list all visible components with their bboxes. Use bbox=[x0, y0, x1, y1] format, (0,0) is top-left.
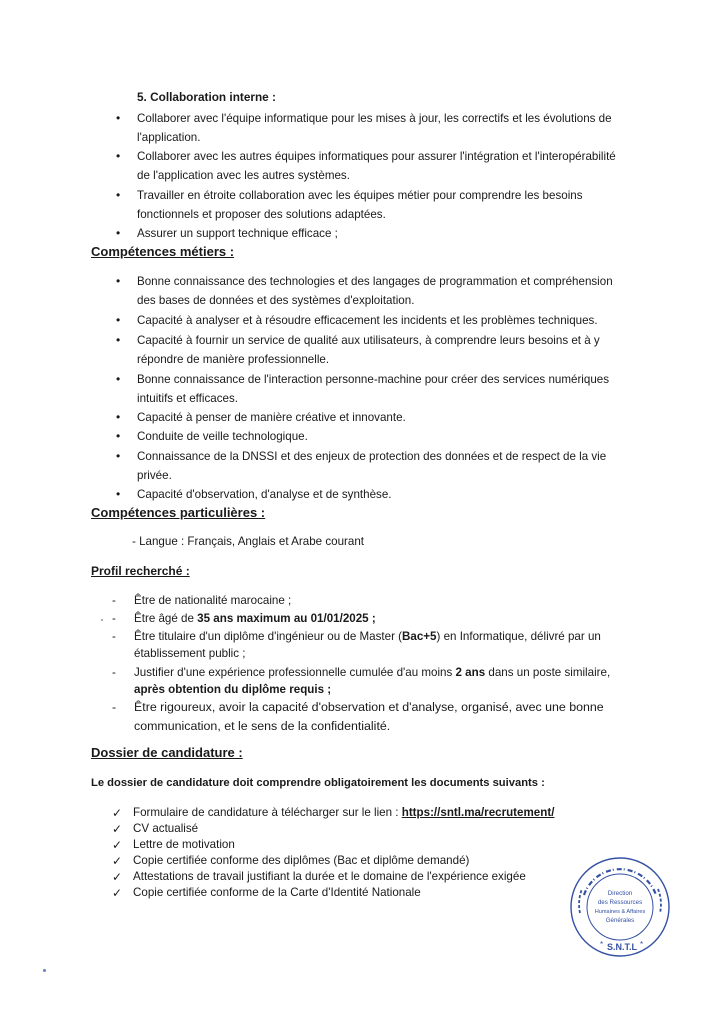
list-item bbox=[112, 821, 199, 837]
bullet-icon: • bbox=[116, 111, 121, 125]
bullet-icon: • bbox=[116, 149, 121, 163]
list-item bbox=[116, 224, 667, 243]
list-item bbox=[116, 427, 667, 446]
list-item bbox=[112, 853, 553, 869]
list-item-text: Connaissance de la DNSSI et des enjeux de protection des données et de respect de la vie bbox=[137, 450, 607, 463]
list-item bbox=[116, 311, 667, 330]
list-item bbox=[116, 370, 667, 408]
list-item-text: Lettre de motivation bbox=[133, 838, 235, 851]
dash-marker: - bbox=[112, 630, 116, 643]
stamp-inner-ring bbox=[587, 874, 653, 940]
list-item-text: privée. bbox=[137, 469, 172, 482]
age-limit: 35 ans maximum au 01/01/2025 ; bbox=[197, 612, 376, 625]
list-item bbox=[116, 408, 667, 427]
dossier-intro: Le dossier de candidature doit comprendre obligatoirement les documents suivants : bbox=[91, 777, 545, 789]
bullet-icon: • bbox=[116, 333, 121, 347]
bullet-icon: • bbox=[116, 449, 121, 463]
list-item-text: après obtention du diplôme requis ; bbox=[134, 683, 332, 696]
particulieres-heading: Compétences particulières : bbox=[91, 505, 266, 520]
list-item bbox=[112, 592, 664, 609]
list-item-text: intuitifs et efficaces. bbox=[137, 392, 238, 405]
checkmark-icon: ✓ bbox=[112, 886, 123, 900]
list-item-text: Copie certifiée conforme de la Carte d'Identité Nationale bbox=[133, 886, 421, 899]
checkmark-icon: ✓ bbox=[112, 838, 123, 852]
bullet-icon: • bbox=[116, 274, 121, 288]
stamp-line: Générales bbox=[605, 917, 635, 924]
stamp-star-icon: * bbox=[600, 940, 604, 949]
list-item bbox=[112, 869, 563, 885]
list-item bbox=[116, 331, 667, 369]
list-item-text: dans un poste similaire, bbox=[485, 666, 611, 679]
list-item bbox=[116, 147, 667, 185]
dash-marker: - bbox=[112, 612, 116, 625]
list-item bbox=[116, 272, 667, 310]
list-item bbox=[112, 664, 664, 698]
stamp-arabic-arc-left bbox=[579, 889, 582, 913]
stamp-arabic-arc-right bbox=[658, 889, 661, 913]
list-item-text: Bonne connaissance des technologies et des langages de programmation et compréhension bbox=[137, 275, 613, 288]
list-item-text: communication, et le sens de la confidentialité. bbox=[134, 719, 391, 733]
list-item-text: Capacité à penser de manière créative et innovante. bbox=[137, 411, 406, 424]
list-item bbox=[112, 837, 235, 853]
scan-speck bbox=[43, 969, 46, 972]
stamp-line: des Ressources bbox=[597, 899, 643, 906]
dossier-heading: Dossier de candidature : bbox=[91, 745, 243, 760]
list-item-text: Être rigoureux, avoir la capacité d'observation et d'analyse, organisé, avec une bonne bbox=[134, 700, 604, 714]
list-item-text: Assurer un support technique efficace ; bbox=[137, 227, 338, 240]
list-item-text: ) en Informatique, délivré par un bbox=[436, 630, 601, 643]
bullet-icon: • bbox=[116, 410, 121, 424]
list-item-text: Capacité à fournir un service de qualité aux utilisateurs, à comprendre leurs besoins et à y bbox=[137, 334, 600, 347]
list-item-text: de l'application avec les autres systèmes. bbox=[137, 169, 350, 182]
profil-heading: Profil recherché : bbox=[91, 564, 190, 578]
metiers-heading: Compétences métiers : bbox=[91, 244, 235, 259]
official-stamp bbox=[568, 855, 672, 959]
list-item-text: Collaborer avec l'équipe informatique pour les mises à jour, les correctifs et les évolutions de bbox=[137, 112, 612, 125]
bullet-icon: • bbox=[116, 429, 121, 443]
list-item-text: Capacité à analyser et à résoudre efficacement les incidents et les problèmes techniques. bbox=[137, 314, 598, 327]
stamp-line: Humaines & Affaires bbox=[594, 909, 646, 915]
list-item-text: Conduite de veille technologique. bbox=[137, 430, 308, 443]
list-item bbox=[112, 610, 664, 627]
bullet-icon: • bbox=[116, 487, 121, 501]
list-item bbox=[116, 447, 667, 485]
stamp-acronym: S.N.T.L bbox=[606, 942, 638, 952]
degree-level: Bac+5 bbox=[402, 630, 437, 643]
list-item-text: Capacité d'observation, d'analyse et de synthèse. bbox=[137, 488, 392, 501]
checkmark-icon: ✓ bbox=[112, 854, 123, 868]
bullet-icon: • bbox=[116, 313, 121, 327]
list-item bbox=[112, 805, 603, 821]
list-item-text: Travailler en étroite collaboration avec les équipes métier pour comprendre les besoins bbox=[137, 189, 583, 202]
bullet-icon: • bbox=[116, 372, 121, 386]
list-item-text: l'application. bbox=[137, 131, 201, 144]
language-line: - Langue : Français, Anglais et Arabe courant bbox=[132, 535, 365, 548]
list-item-text: Être de nationalité marocaine ; bbox=[134, 594, 292, 607]
list-item-text: fonctionnels et proposer des solutions adaptées. bbox=[137, 208, 386, 221]
list-item bbox=[112, 628, 664, 662]
list-item bbox=[116, 485, 667, 504]
stamp-star-icon: * bbox=[640, 940, 644, 949]
list-item-text: Justifier d'une expérience professionnelle cumulée d'au moins bbox=[134, 666, 456, 679]
list-item-text: Collaborer avec les autres équipes informatiques pour assurer l'intégration et l'interopérabilité bbox=[137, 150, 616, 163]
bullet-icon: • bbox=[116, 188, 121, 202]
checkmark-icon: ✓ bbox=[112, 806, 123, 820]
list-item-text: Être âgé de bbox=[134, 612, 198, 625]
collab-heading: 5. Collaboration interne : bbox=[137, 90, 276, 104]
list-item-text: Être titulaire d'un diplôme d'ingénieur ou de Master ( bbox=[134, 630, 403, 643]
dash-marker: - bbox=[112, 594, 116, 607]
list-item-text: Formulaire de candidature à télécharger sur le lien : bbox=[133, 806, 402, 819]
list-item-text: Copie certifiée conforme des diplômes (Bac et diplôme demandé) bbox=[133, 854, 470, 867]
list-item bbox=[116, 186, 667, 224]
list-item-text: CV actualisé bbox=[133, 822, 199, 835]
list-item-text: Attestations de travail justifiant la durée et le domaine de l'expérience exigée bbox=[133, 870, 526, 883]
list-item bbox=[112, 885, 553, 901]
dash-marker: - bbox=[112, 666, 116, 679]
list-item bbox=[112, 698, 664, 736]
checkmark-icon: ✓ bbox=[112, 870, 123, 884]
bullet-icon: • bbox=[116, 226, 121, 240]
list-item-text: des bases de données et des systèmes d'exploitation. bbox=[137, 294, 415, 307]
checkmark-icon: ✓ bbox=[112, 822, 123, 836]
dash-marker: - bbox=[112, 700, 117, 714]
experience-years: 2 ans bbox=[455, 666, 486, 679]
list-item bbox=[116, 109, 667, 147]
list-item-text: établissement public ; bbox=[134, 647, 246, 660]
list-item-text: Bonne connaissance de l'interaction personne-machine pour créer des services numériques bbox=[137, 373, 610, 386]
stamp-line: Direction bbox=[607, 890, 633, 897]
scan-speck bbox=[101, 619, 103, 621]
list-item-text: répondre de manière professionnelle. bbox=[137, 353, 330, 366]
recruitment-link[interactable]: https://sntl.ma/recrutement/ bbox=[401, 806, 555, 819]
